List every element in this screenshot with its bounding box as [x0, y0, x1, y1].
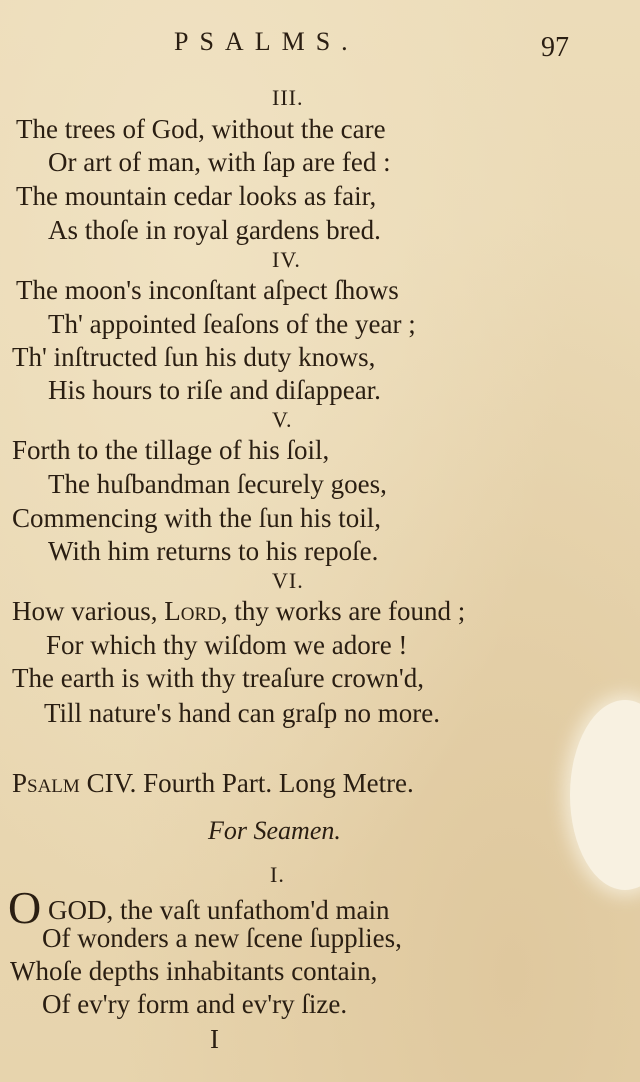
verse-line: The moon's inconſtant aſpect ſhows — [16, 275, 399, 305]
psalm-subtitle: For Seamen. — [208, 816, 341, 845]
lord-smallcaps: Lord — [164, 596, 221, 626]
verse-line: Or art of man, with ſap are fed : — [48, 147, 391, 177]
verse-line: Of ev'ry form and ev'ry ſize. — [42, 989, 348, 1019]
stanza-numeral: III. — [272, 85, 304, 110]
verse-line: As thoſe in royal gardens bred. — [48, 215, 381, 245]
stanza-numeral: VI. — [272, 568, 304, 593]
verse-line: Forth to the tillage of his ſoil, — [12, 435, 330, 465]
verse-line: Of wonders a new ſcene ſupplies, — [42, 923, 402, 953]
verse-line — [8, 882, 390, 933]
stanza-numeral: I. — [270, 862, 285, 887]
verse-line: With him returns to his repoſe. — [48, 536, 379, 566]
running-head: PSALMS. — [174, 27, 359, 56]
verse-text: GOD, the vaſt unfathom'd main — [41, 895, 390, 925]
stanza-numeral: V. — [272, 407, 293, 432]
verse-line: His hours to riſe and diſappear. — [48, 375, 381, 405]
verse-line: The earth is with thy treaſure crown'd, — [12, 663, 424, 693]
verse-text: How various, — [12, 596, 165, 626]
verse-line: Commencing with the ſun his toil, — [12, 503, 381, 533]
verse-text: , thy works are found ; — [220, 596, 466, 626]
verse-line: The trees of God, without the care — [16, 114, 386, 144]
verse-line: The huſbandman ſecurely goes, — [48, 469, 387, 499]
verse-line: For which thy wiſdom we adore ! — [46, 630, 408, 660]
verse-line: Whoſe depths inhabitants contain, — [10, 956, 378, 986]
page-number: 97 — [541, 32, 569, 63]
verse-line: Till nature's hand can graſp no more. — [44, 698, 441, 728]
catchword: I — [210, 1024, 219, 1054]
verse-line: Th' appointed ſeaſons of the year ; — [48, 309, 416, 339]
verse-line: The mountain cedar looks as fair, — [16, 181, 377, 211]
stanza-numeral: IV. — [272, 247, 301, 272]
psalm-heading — [12, 767, 414, 799]
paper-stain — [570, 700, 640, 890]
psalm-word: Psalm — [12, 768, 80, 798]
verse-line — [12, 595, 465, 627]
drop-cap: O — [8, 882, 42, 933]
psalm-heading-rest: CIV. Fourth Part. Long Metre. — [79, 768, 414, 798]
verse-line: Th' inſtructed ſun his duty knows, — [12, 342, 376, 372]
